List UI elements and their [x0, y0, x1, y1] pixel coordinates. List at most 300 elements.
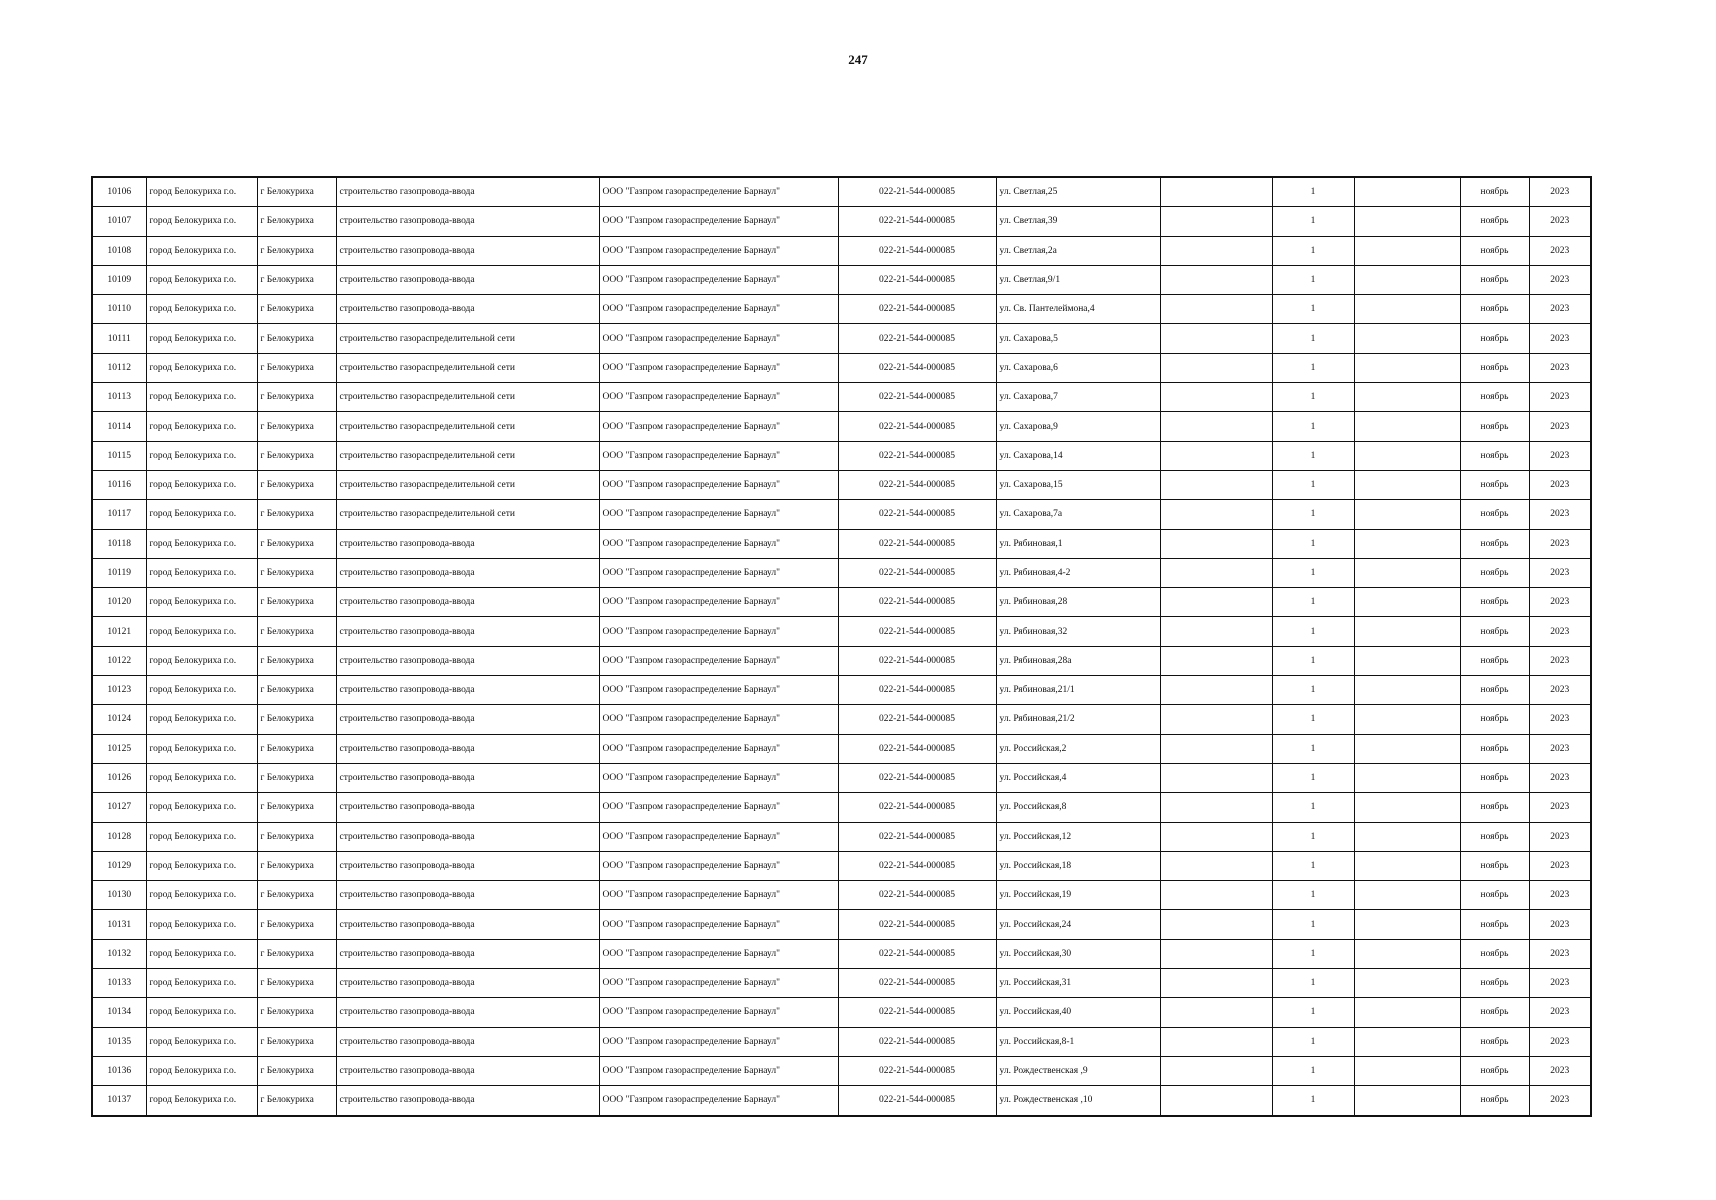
month-cell: ноябрь: [1460, 295, 1529, 324]
quantity-cell: 1: [1272, 1086, 1354, 1116]
organization-cell: ООО "Газпром газораспределение Барнаул": [599, 617, 838, 646]
work-type-cell: строительство газораспределительной сети: [336, 470, 599, 499]
municipality-cell: город Белокуриха г.о.: [146, 383, 257, 412]
month-cell: ноябрь: [1460, 324, 1529, 353]
work-type-cell: строительство газопровода-ввода: [336, 763, 599, 792]
address-cell: ул. Сахарова,7: [996, 383, 1160, 412]
empty-cell: [1354, 353, 1460, 382]
address-cell: ул. Светлая,39: [996, 207, 1160, 236]
quantity-cell: 1: [1272, 851, 1354, 880]
work-type-cell: строительство газопровода-ввода: [336, 207, 599, 236]
month-cell: ноябрь: [1460, 588, 1529, 617]
work-type-cell: строительство газопровода-ввода: [336, 851, 599, 880]
year-cell: 2023: [1529, 1056, 1591, 1085]
address-cell: ул. Сахарова,15: [996, 470, 1160, 499]
table-row: [92, 705, 1591, 734]
row-number-cell: 10134: [92, 998, 146, 1027]
work-type-cell: строительство газопровода-ввода: [336, 1027, 599, 1056]
settlement-cell: г Белокуриха: [257, 207, 336, 236]
municipality-cell: город Белокуриха г.о.: [146, 500, 257, 529]
month-cell: ноябрь: [1460, 500, 1529, 529]
settlement-cell: г Белокуриха: [257, 881, 336, 910]
municipality-cell: город Белокуриха г.о.: [146, 998, 257, 1027]
organization-cell: ООО "Газпром газораспределение Барнаул": [599, 588, 838, 617]
work-type-cell: строительство газопровода-ввода: [336, 676, 599, 705]
row-number-cell: 10124: [92, 705, 146, 734]
settlement-cell: г Белокуриха: [257, 851, 336, 880]
settlement-cell: г Белокуриха: [257, 822, 336, 851]
municipality-cell: город Белокуриха г.о.: [146, 177, 257, 207]
settlement-cell: г Белокуриха: [257, 676, 336, 705]
row-number-cell: 10121: [92, 617, 146, 646]
address-cell: ул. Рябиновая,32: [996, 617, 1160, 646]
quantity-cell: 1: [1272, 412, 1354, 441]
table-row: [92, 529, 1591, 558]
quantity-cell: 1: [1272, 646, 1354, 675]
address-cell: ул. Российская,12: [996, 822, 1160, 851]
empty-cell: [1160, 1056, 1272, 1085]
year-cell: 2023: [1529, 910, 1591, 939]
registry-code-cell: 022-21-544-000085: [838, 265, 996, 294]
month-cell: ноябрь: [1460, 881, 1529, 910]
empty-cell: [1354, 324, 1460, 353]
row-number-cell: 10131: [92, 910, 146, 939]
registry-code-cell: 022-21-544-000085: [838, 441, 996, 470]
row-number-cell: 10119: [92, 558, 146, 587]
empty-cell: [1160, 910, 1272, 939]
empty-cell: [1160, 939, 1272, 968]
year-cell: 2023: [1529, 588, 1591, 617]
month-cell: ноябрь: [1460, 822, 1529, 851]
quantity-cell: 1: [1272, 734, 1354, 763]
work-type-cell: строительство газопровода-ввода: [336, 822, 599, 851]
quantity-cell: 1: [1272, 881, 1354, 910]
empty-cell: [1160, 676, 1272, 705]
table-row: [92, 441, 1591, 470]
registry-code-cell: 022-21-544-000085: [838, 558, 996, 587]
year-cell: 2023: [1529, 939, 1591, 968]
empty-cell: [1354, 588, 1460, 617]
municipality-cell: город Белокуриха г.о.: [146, 588, 257, 617]
municipality-cell: город Белокуриха г.о.: [146, 324, 257, 353]
settlement-cell: г Белокуриха: [257, 1056, 336, 1085]
empty-cell: [1160, 529, 1272, 558]
month-cell: ноябрь: [1460, 207, 1529, 236]
registry-code-cell: 022-21-544-000085: [838, 969, 996, 998]
empty-cell: [1354, 734, 1460, 763]
municipality-cell: город Белокуриха г.о.: [146, 617, 257, 646]
registry-code-cell: 022-21-544-000085: [838, 705, 996, 734]
quantity-cell: 1: [1272, 265, 1354, 294]
organization-cell: ООО "Газпром газораспределение Барнаул": [599, 939, 838, 968]
address-cell: ул. Российская,8: [996, 793, 1160, 822]
organization-cell: ООО "Газпром газораспределение Барнаул": [599, 177, 838, 207]
municipality-cell: город Белокуриха г.о.: [146, 470, 257, 499]
address-cell: ул. Сахарова,7а: [996, 500, 1160, 529]
settlement-cell: г Белокуриха: [257, 763, 336, 792]
quantity-cell: 1: [1272, 558, 1354, 587]
settlement-cell: г Белокуриха: [257, 236, 336, 265]
work-type-cell: строительство газопровода-ввода: [336, 969, 599, 998]
organization-cell: ООО "Газпром газораспределение Барнаул": [599, 383, 838, 412]
registry-code-cell: 022-21-544-000085: [838, 822, 996, 851]
month-cell: ноябрь: [1460, 705, 1529, 734]
municipality-cell: город Белокуриха г.о.: [146, 412, 257, 441]
organization-cell: ООО "Газпром газораспределение Барнаул": [599, 1056, 838, 1085]
month-cell: ноябрь: [1460, 529, 1529, 558]
empty-cell: [1354, 793, 1460, 822]
row-number-cell: 10126: [92, 763, 146, 792]
municipality-cell: город Белокуриха г.о.: [146, 529, 257, 558]
registry-code-cell: 022-21-544-000085: [838, 500, 996, 529]
table-row: [92, 265, 1591, 294]
work-type-cell: строительство газопровода-ввода: [336, 617, 599, 646]
empty-cell: [1160, 851, 1272, 880]
empty-cell: [1354, 851, 1460, 880]
table-row: [92, 998, 1591, 1027]
registry-code-cell: 022-21-544-000085: [838, 617, 996, 646]
registry-code-cell: 022-21-544-000085: [838, 646, 996, 675]
table-row: [92, 412, 1591, 441]
row-number-cell: 10136: [92, 1056, 146, 1085]
year-cell: 2023: [1529, 324, 1591, 353]
empty-cell: [1160, 295, 1272, 324]
settlement-cell: г Белокуриха: [257, 793, 336, 822]
registry-code-cell: 022-21-544-000085: [838, 676, 996, 705]
work-type-cell: строительство газопровода-ввода: [336, 910, 599, 939]
empty-cell: [1354, 1086, 1460, 1116]
year-cell: 2023: [1529, 793, 1591, 822]
registry-code-cell: 022-21-544-000085: [838, 529, 996, 558]
month-cell: ноябрь: [1460, 1027, 1529, 1056]
table-row: [92, 558, 1591, 587]
row-number-cell: 10137: [92, 1086, 146, 1116]
empty-cell: [1160, 500, 1272, 529]
registry-code-cell: 022-21-544-000085: [838, 177, 996, 207]
table-row: [92, 324, 1591, 353]
empty-cell: [1160, 822, 1272, 851]
empty-cell: [1354, 998, 1460, 1027]
month-cell: ноябрь: [1460, 236, 1529, 265]
municipality-cell: город Белокуриха г.о.: [146, 763, 257, 792]
municipality-cell: город Белокуриха г.о.: [146, 939, 257, 968]
row-number-cell: 10109: [92, 265, 146, 294]
year-cell: 2023: [1529, 236, 1591, 265]
empty-cell: [1160, 470, 1272, 499]
empty-cell: [1160, 793, 1272, 822]
work-type-cell: строительство газопровода-ввода: [336, 734, 599, 763]
work-type-cell: строительство газопровода-ввода: [336, 588, 599, 617]
page-number: 247: [848, 52, 868, 67]
registry-code-cell: 022-21-544-000085: [838, 910, 996, 939]
organization-cell: ООО "Газпром газораспределение Барнаул": [599, 1027, 838, 1056]
organization-cell: ООО "Газпром газораспределение Барнаул": [599, 705, 838, 734]
settlement-cell: г Белокуриха: [257, 441, 336, 470]
registry-code-cell: 022-21-544-000085: [838, 412, 996, 441]
table-row: [92, 734, 1591, 763]
municipality-cell: город Белокуриха г.о.: [146, 441, 257, 470]
month-cell: ноябрь: [1460, 793, 1529, 822]
organization-cell: ООО "Газпром газораспределение Барнаул": [599, 353, 838, 382]
empty-cell: [1354, 470, 1460, 499]
empty-cell: [1160, 763, 1272, 792]
table-row: [92, 588, 1591, 617]
year-cell: 2023: [1529, 676, 1591, 705]
organization-cell: ООО "Газпром газораспределение Барнаул": [599, 207, 838, 236]
address-cell: ул. Рябиновая,4-2: [996, 558, 1160, 587]
empty-cell: [1160, 617, 1272, 646]
address-cell: ул. Рождественская ,9: [996, 1056, 1160, 1085]
registry-code-cell: 022-21-544-000085: [838, 734, 996, 763]
table-row: [92, 500, 1591, 529]
table-row: [92, 969, 1591, 998]
row-number-cell: 10113: [92, 383, 146, 412]
work-type-cell: строительство газораспределительной сети: [336, 441, 599, 470]
organization-cell: ООО "Газпром газораспределение Барнаул": [599, 822, 838, 851]
settlement-cell: г Белокуриха: [257, 1027, 336, 1056]
empty-cell: [1354, 295, 1460, 324]
empty-cell: [1160, 998, 1272, 1027]
address-cell: ул. Рябиновая,28а: [996, 646, 1160, 675]
empty-cell: [1354, 676, 1460, 705]
year-cell: 2023: [1529, 998, 1591, 1027]
address-cell: ул. Российская,8-1: [996, 1027, 1160, 1056]
organization-cell: ООО "Газпром газораспределение Барнаул": [599, 851, 838, 880]
table-row: [92, 177, 1591, 207]
empty-cell: [1160, 353, 1272, 382]
settlement-cell: г Белокуриха: [257, 734, 336, 763]
year-cell: 2023: [1529, 851, 1591, 880]
municipality-cell: город Белокуриха г.о.: [146, 969, 257, 998]
year-cell: 2023: [1529, 646, 1591, 675]
registry-code-cell: 022-21-544-000085: [838, 793, 996, 822]
organization-cell: ООО "Газпром газораспределение Барнаул": [599, 412, 838, 441]
organization-cell: ООО "Газпром газораспределение Барнаул": [599, 295, 838, 324]
year-cell: 2023: [1529, 558, 1591, 587]
month-cell: ноябрь: [1460, 558, 1529, 587]
address-cell: ул. Светлая,9/1: [996, 265, 1160, 294]
organization-cell: ООО "Газпром газораспределение Барнаул": [599, 324, 838, 353]
empty-cell: [1354, 939, 1460, 968]
registry-code-cell: 022-21-544-000085: [838, 1086, 996, 1116]
year-cell: 2023: [1529, 705, 1591, 734]
empty-cell: [1160, 177, 1272, 207]
empty-cell: [1354, 1056, 1460, 1085]
municipality-cell: город Белокуриха г.о.: [146, 1056, 257, 1085]
row-number-cell: 10130: [92, 881, 146, 910]
registry-code-cell: 022-21-544-000085: [838, 939, 996, 968]
quantity-cell: 1: [1272, 910, 1354, 939]
organization-cell: ООО "Газпром газораспределение Барнаул": [599, 676, 838, 705]
empty-cell: [1160, 1086, 1272, 1116]
row-number-cell: 10106: [92, 177, 146, 207]
settlement-cell: г Белокуриха: [257, 1086, 336, 1116]
work-type-cell: строительство газопровода-ввода: [336, 558, 599, 587]
municipality-cell: город Белокуриха г.о.: [146, 646, 257, 675]
quantity-cell: 1: [1272, 939, 1354, 968]
empty-cell: [1354, 705, 1460, 734]
month-cell: ноябрь: [1460, 265, 1529, 294]
work-type-cell: строительство газопровода-ввода: [336, 265, 599, 294]
year-cell: 2023: [1529, 207, 1591, 236]
municipality-cell: город Белокуриха г.о.: [146, 353, 257, 382]
year-cell: 2023: [1529, 734, 1591, 763]
row-number-cell: 10108: [92, 236, 146, 265]
organization-cell: ООО "Газпром газораспределение Барнаул": [599, 558, 838, 587]
address-cell: ул. Российская,24: [996, 910, 1160, 939]
quantity-cell: 1: [1272, 793, 1354, 822]
empty-cell: [1160, 881, 1272, 910]
empty-cell: [1354, 529, 1460, 558]
year-cell: 2023: [1529, 881, 1591, 910]
organization-cell: ООО "Газпром газораспределение Барнаул": [599, 910, 838, 939]
settlement-cell: г Белокуриха: [257, 558, 336, 587]
work-type-cell: строительство газопровода-ввода: [336, 529, 599, 558]
address-cell: ул. Сахарова,14: [996, 441, 1160, 470]
year-cell: 2023: [1529, 822, 1591, 851]
row-number-cell: 10132: [92, 939, 146, 968]
month-cell: ноябрь: [1460, 470, 1529, 499]
municipality-cell: город Белокуриха г.о.: [146, 705, 257, 734]
row-number-cell: 10118: [92, 529, 146, 558]
work-type-cell: строительство газораспределительной сети: [336, 383, 599, 412]
month-cell: ноябрь: [1460, 177, 1529, 207]
row-number-cell: 10110: [92, 295, 146, 324]
work-type-cell: строительство газопровода-ввода: [336, 998, 599, 1027]
settlement-cell: г Белокуриха: [257, 324, 336, 353]
table-row: [92, 383, 1591, 412]
quantity-cell: 1: [1272, 529, 1354, 558]
table-row: [92, 793, 1591, 822]
registry-code-cell: 022-21-544-000085: [838, 588, 996, 617]
table-row: [92, 1056, 1591, 1085]
quantity-cell: 1: [1272, 500, 1354, 529]
empty-cell: [1160, 558, 1272, 587]
year-cell: 2023: [1529, 412, 1591, 441]
work-type-cell: строительство газораспределительной сети: [336, 412, 599, 441]
table-row: [92, 676, 1591, 705]
empty-cell: [1354, 646, 1460, 675]
address-cell: ул. Российская,2: [996, 734, 1160, 763]
empty-cell: [1160, 588, 1272, 617]
month-cell: ноябрь: [1460, 1086, 1529, 1116]
quantity-cell: 1: [1272, 763, 1354, 792]
month-cell: ноябрь: [1460, 1056, 1529, 1085]
organization-cell: ООО "Газпром газораспределение Барнаул": [599, 470, 838, 499]
work-type-cell: строительство газопровода-ввода: [336, 939, 599, 968]
empty-cell: [1354, 500, 1460, 529]
quantity-cell: 1: [1272, 295, 1354, 324]
empty-cell: [1160, 207, 1272, 236]
work-type-cell: строительство газопровода-ввода: [336, 881, 599, 910]
quantity-cell: 1: [1272, 383, 1354, 412]
organization-cell: ООО "Газпром газораспределение Барнаул": [599, 236, 838, 265]
table-row: [92, 881, 1591, 910]
month-cell: ноябрь: [1460, 412, 1529, 441]
municipality-cell: город Белокуриха г.о.: [146, 207, 257, 236]
registry-code-cell: 022-21-544-000085: [838, 1056, 996, 1085]
row-number-cell: 10107: [92, 207, 146, 236]
empty-cell: [1354, 236, 1460, 265]
empty-cell: [1354, 617, 1460, 646]
empty-cell: [1354, 412, 1460, 441]
row-number-cell: 10120: [92, 588, 146, 617]
month-cell: ноябрь: [1460, 676, 1529, 705]
settlement-cell: г Белокуриха: [257, 646, 336, 675]
municipality-cell: город Белокуриха г.о.: [146, 265, 257, 294]
registry-code-cell: 022-21-544-000085: [838, 353, 996, 382]
address-cell: ул. Российская,19: [996, 881, 1160, 910]
month-cell: ноябрь: [1460, 851, 1529, 880]
quantity-cell: 1: [1272, 470, 1354, 499]
table-body: [92, 177, 1591, 1116]
work-type-cell: строительство газопровода-ввода: [336, 646, 599, 675]
quantity-cell: 1: [1272, 236, 1354, 265]
address-cell: ул. Рябиновая,1: [996, 529, 1160, 558]
quantity-cell: 1: [1272, 705, 1354, 734]
empty-cell: [1354, 207, 1460, 236]
quantity-cell: 1: [1272, 207, 1354, 236]
table-row: [92, 353, 1591, 382]
registry-code-cell: 022-21-544-000085: [838, 881, 996, 910]
year-cell: 2023: [1529, 383, 1591, 412]
empty-cell: [1160, 969, 1272, 998]
municipality-cell: город Белокуриха г.о.: [146, 793, 257, 822]
year-cell: 2023: [1529, 763, 1591, 792]
settlement-cell: г Белокуриха: [257, 969, 336, 998]
settlement-cell: г Белокуриха: [257, 295, 336, 324]
municipality-cell: город Белокуриха г.о.: [146, 822, 257, 851]
municipality-cell: город Белокуриха г.о.: [146, 676, 257, 705]
registry-code-cell: 022-21-544-000085: [838, 1027, 996, 1056]
registry-table: [91, 176, 1592, 1117]
row-number-cell: 10127: [92, 793, 146, 822]
month-cell: ноябрь: [1460, 353, 1529, 382]
empty-cell: [1160, 734, 1272, 763]
address-cell: ул. Рождественская ,10: [996, 1086, 1160, 1116]
quantity-cell: 1: [1272, 1027, 1354, 1056]
table-row: [92, 617, 1591, 646]
address-cell: ул. Российская,40: [996, 998, 1160, 1027]
empty-cell: [1354, 822, 1460, 851]
municipality-cell: город Белокуриха г.о.: [146, 558, 257, 587]
settlement-cell: г Белокуриха: [257, 529, 336, 558]
address-cell: ул. Рябиновая,28: [996, 588, 1160, 617]
registry-code-cell: 022-21-544-000085: [838, 236, 996, 265]
row-number-cell: 10123: [92, 676, 146, 705]
year-cell: 2023: [1529, 265, 1591, 294]
year-cell: 2023: [1529, 177, 1591, 207]
registry-code-cell: 022-21-544-000085: [838, 207, 996, 236]
table-row: [92, 851, 1591, 880]
settlement-cell: г Белокуриха: [257, 500, 336, 529]
month-cell: ноябрь: [1460, 763, 1529, 792]
month-cell: ноябрь: [1460, 998, 1529, 1027]
registry-code-cell: 022-21-544-000085: [838, 851, 996, 880]
month-cell: ноябрь: [1460, 383, 1529, 412]
empty-cell: [1354, 265, 1460, 294]
empty-cell: [1354, 177, 1460, 207]
municipality-cell: город Белокуриха г.о.: [146, 851, 257, 880]
work-type-cell: строительство газопровода-ввода: [336, 1086, 599, 1116]
row-number-cell: 10115: [92, 441, 146, 470]
quantity-cell: 1: [1272, 969, 1354, 998]
settlement-cell: г Белокуриха: [257, 910, 336, 939]
municipality-cell: город Белокуриха г.о.: [146, 910, 257, 939]
year-cell: 2023: [1529, 617, 1591, 646]
address-cell: ул. Светлая,25: [996, 177, 1160, 207]
organization-cell: ООО "Газпром газораспределение Барнаул": [599, 646, 838, 675]
